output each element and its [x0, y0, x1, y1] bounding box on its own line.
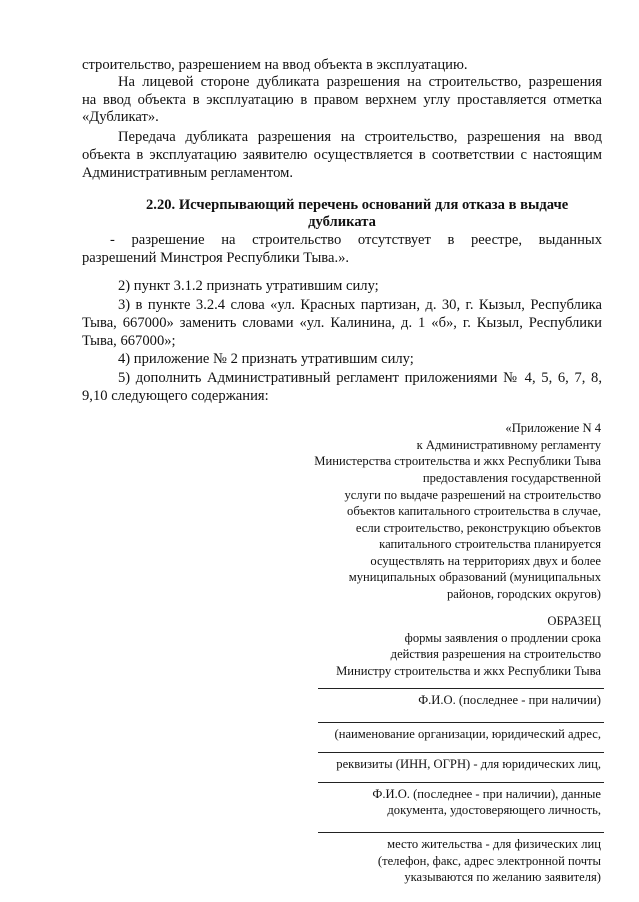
appendix-line: объектов капитального строительства в случае, [347, 504, 601, 518]
appendix-line: если строительство, реконструкцию объектов [355, 521, 601, 535]
paragraph-text: разрешений Минстроя Республики Тыва.». [82, 250, 350, 266]
fill-line [318, 722, 604, 723]
appendix-line: районов, городских округов) [446, 587, 601, 601]
paragraph-text: На лицевой стороне дубликата разрешения на строительство, разрешения [118, 74, 602, 90]
form-field-label: место жительства - для физических лиц [387, 837, 601, 851]
form-field-label: реквизиты (ИНН, ОГРН) - для юридических лиц, [336, 757, 601, 771]
form-field-label: (телефон, факс, адрес электронной почты [377, 854, 601, 868]
appendix-line: капитального строительства планируется [379, 537, 601, 551]
appendix-line: услуги по выдаче разрешений на строительство [344, 488, 601, 502]
list-item: Тыва, 667000» заменить словами «ул. Калинина, д. 1 «б», г. Кызыл, Республики [82, 315, 602, 331]
list-item: 2) пункт 3.1.2 признать утратившим силу; [118, 278, 379, 294]
section-heading: дубликата [308, 214, 376, 230]
list-item: 5) дополнить Административный регламент приложениями № 4, 5, 6, 7, 8, [118, 370, 602, 386]
form-field-label: документа, удостоверяющего личность, [387, 803, 601, 817]
sample-line: формы заявления о продлении срока [404, 631, 601, 645]
paragraph-text: Административным регламентом. [82, 165, 294, 181]
paragraph-text: - разрешение на строительство отсутствует в реестре, выданных [110, 232, 602, 248]
list-item: 9,10 следующего содержания: [82, 388, 269, 404]
paragraph-text: на ввод объекта в эксплуатацию в правом верхнем углу проставляется отметка [82, 92, 602, 108]
list-item: 3) в пункте 3.2.4 слова «ул. Красных партизан, д. 30, г. Кызыл, Республика [118, 297, 602, 313]
fill-line [318, 752, 604, 753]
fill-line [318, 688, 604, 689]
fill-line [318, 782, 604, 783]
list-item: Тыва, 667000»; [82, 333, 176, 349]
appendix-line: осуществлять на территориях двух и более [370, 554, 601, 568]
form-field-label: (наименование организации, юридический адрес, [334, 727, 601, 741]
form-field-label: Ф.И.О. (последнее - при наличии), данные [372, 787, 601, 801]
appendix-line: «Приложение N 4 [505, 421, 601, 435]
fill-line [318, 832, 604, 833]
sample-title: ОБРАЗЕЦ [547, 614, 601, 628]
form-field-label: указываются по желанию заявителя) [404, 870, 601, 884]
appendix-line: муниципальных образований (муниципальных [348, 570, 601, 584]
sample-line: Министру строительства и жкх Республики Тыва [336, 664, 601, 678]
paragraph-text: объекта в эксплуатацию заявителю осуществляется в соответствии с настоящим [82, 147, 602, 163]
paragraph-text: строительство, разрешением на ввод объекта в эксплуатацию. [82, 57, 468, 73]
sample-line: действия разрешения на строительство [390, 647, 601, 661]
form-field-label: Ф.И.О. (последнее - при наличии) [418, 693, 601, 707]
paragraph-text: Передача дубликата разрешения на строительство, разрешения на ввод [118, 129, 602, 145]
list-item: 4) приложение № 2 признать утратившим силу; [118, 351, 414, 367]
appendix-line: предоставления государственной [422, 471, 601, 485]
section-heading: 2.20. Исчерпывающий перечень оснований для отказа в выдаче [146, 197, 569, 213]
paragraph-text: «Дубликат». [82, 109, 159, 125]
appendix-line: к Административному регламенту [416, 438, 601, 452]
appendix-line: Министерства строительства и жкх Республики Тыва [314, 454, 601, 468]
